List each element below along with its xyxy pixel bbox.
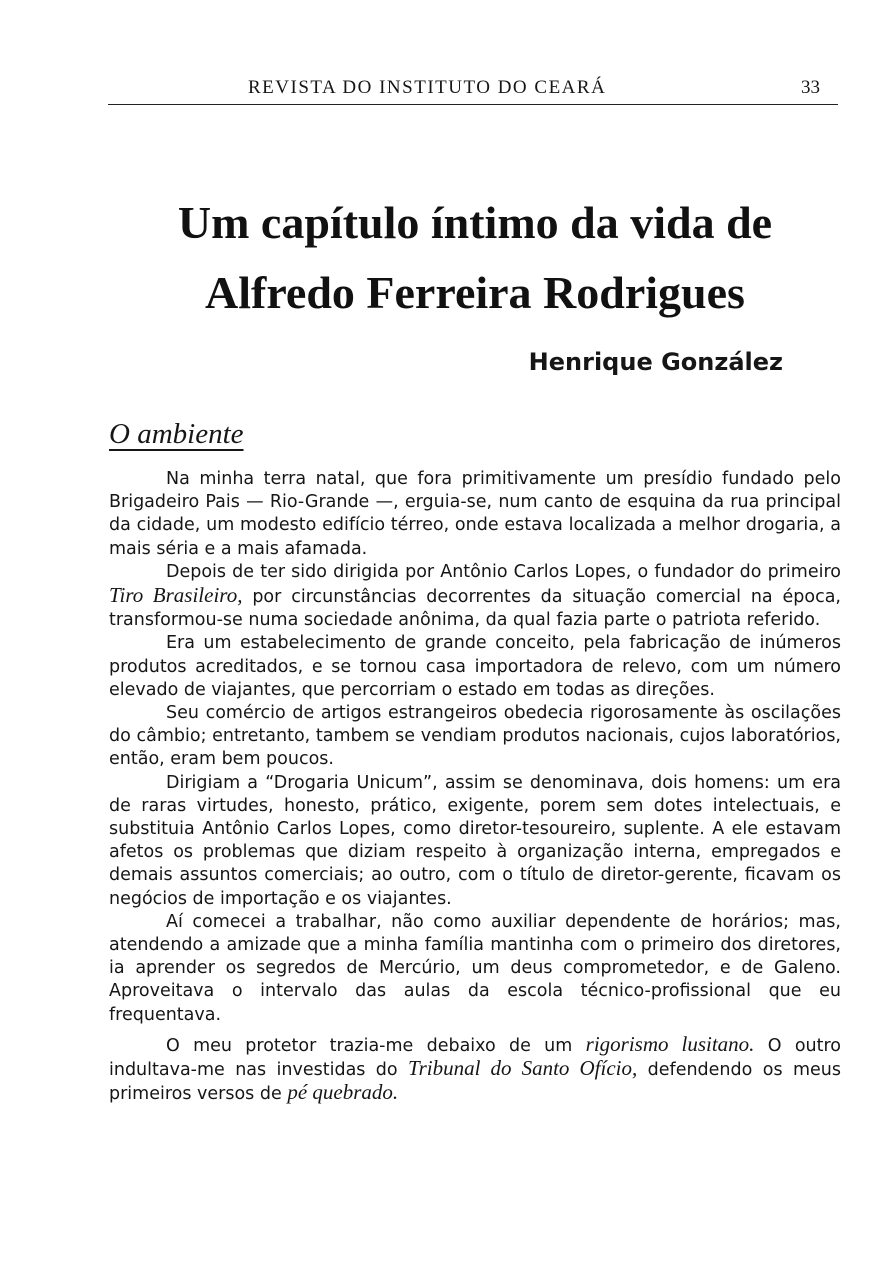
- paragraph-text: Depois de ter sido dirigida por Antônio Carlos Lopes, o fundador do primeiro: [166, 561, 841, 582]
- paragraph: Na minha terra natal, que fora primitivamente um presídio fundado pelo Brigadeiro Pais — Rio-Grande —, erguia-se, num canto de esquina da rua principal da cidade, um modesto edifício térreo, onde estava localizada a melhor drogaria, a mais séria e a mais afamada.: [109, 469, 841, 559]
- author-name: Henrique González: [528, 348, 783, 376]
- article-title: [80, 188, 870, 328]
- italic-phrase: Tiro Brasileiro,: [109, 583, 243, 608]
- paragraph-text: O outro indultava-me nas investidas do: [109, 1035, 841, 1080]
- paragraph: [109, 1033, 841, 1105]
- paragraph: Era um estabelecimento de grande conceito, pela fabricação de inúmeros produtos acreditados, e se tornou casa importadora de relevo, com um número elevado de viajantes, que percorriam o estado em todas as direções.: [109, 633, 841, 700]
- paragraph: [109, 561, 841, 633]
- italic-phrase: Tribunal do Santo Ofício,: [408, 1055, 638, 1080]
- running-head: [108, 74, 838, 105]
- paragraph-text: O meu protetor trazia-me debaixo de um: [166, 1035, 573, 1056]
- paragraph-text: defendendo os meus primeiros versos de: [109, 1059, 841, 1104]
- article-title-line-1: Um capítulo íntimo da vida de: [177, 197, 773, 248]
- paragraph: Aí comecei a trabalhar, não como auxiliar dependente de horários; mas, atendendo a amizade que a minha família mantinha com o primeiro dos diretores, ia aprender os segredos de Mercúrio, um deus comprometedor, e de Galeno. Aproveitava o intervalo das aulas da escola técnico-profissional que eu frequentava.: [109, 911, 841, 1025]
- journal-title: REVISTA DO INSTITUTO DO CEARÁ: [248, 77, 607, 98]
- paragraph-text: por circunstâncias decorrentes da situação comercial na época, transformou-se numa sociedade anônima, da qual fazia parte o patriota referido.: [109, 587, 841, 631]
- italic-phrase: pé quebrado.: [287, 1079, 399, 1104]
- article-body: [109, 468, 841, 1105]
- page-number: 33: [801, 77, 820, 98]
- section-heading: O ambiente: [109, 418, 244, 450]
- paragraph: Dirigiam a “Drogaria Unicum”, assim se denominava, dois homens: um era de raras virtudes, honesto, prático, exigente, porem sem dotes intelectuais, e substituia Antônio Carlos Lopes, como diretor-tesoureiro, suplente. A ele estavam afetos os problemas que diziam respeito à organização interna, empregados e demais assuntos comerciais; ao outro, com o título de diretor-gerente, ficavam os negócios de importação e os viajantes.: [109, 772, 841, 909]
- article-title-line-2: Alfredo Ferreira Rodrigues: [205, 267, 745, 318]
- italic-phrase: rigorismo lusitano.: [585, 1031, 755, 1056]
- paragraph: Seu comércio de artigos estrangeiros obedecia rigorosamente às oscilações do câmbio; entretanto, tambem se vendiam produtos nacionais, cujos laboratórios, então, eram bem poucos.: [109, 703, 841, 770]
